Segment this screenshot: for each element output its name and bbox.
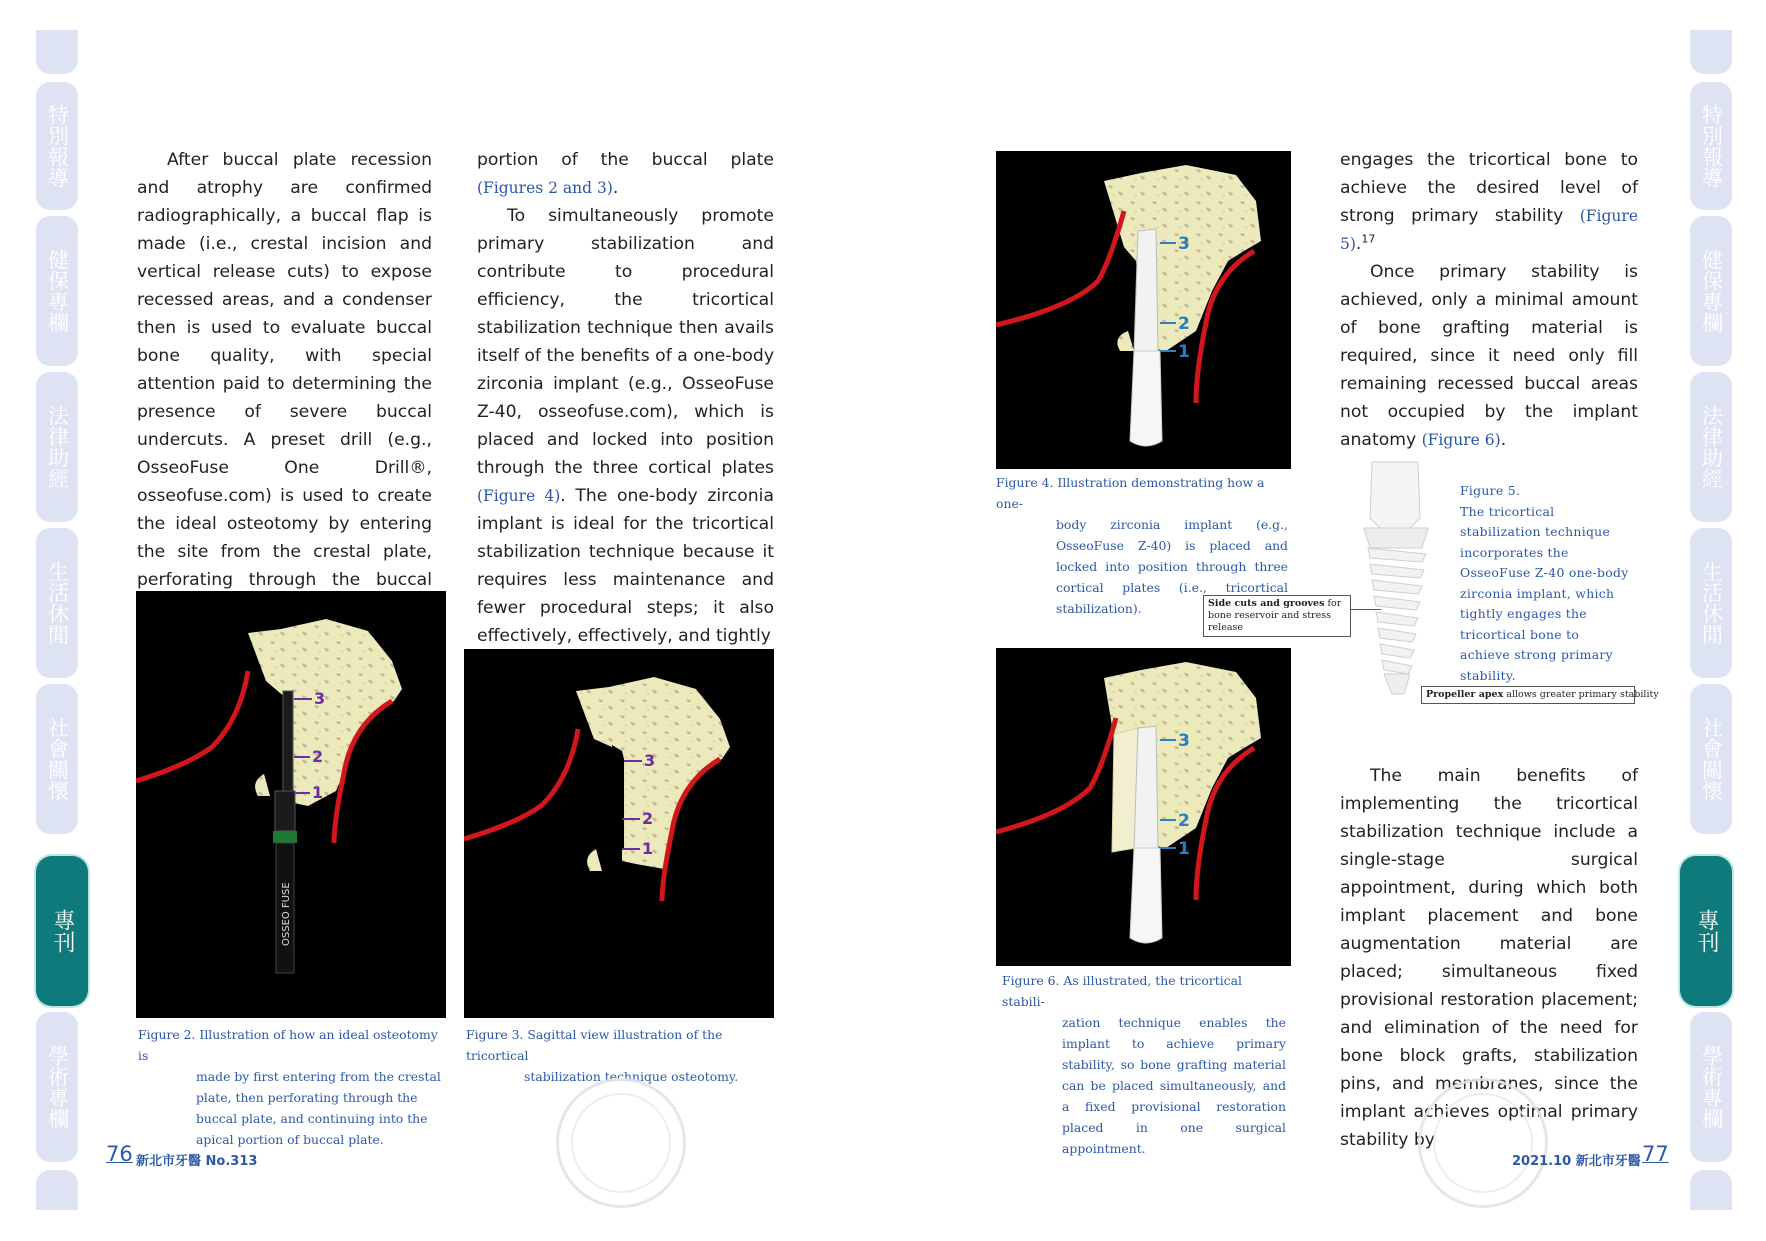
figure-reference[interactable]: (Figure 6) [1421, 431, 1501, 449]
paragraph [1340, 146, 1638, 258]
footer-title: 新北市牙醫 No.313 [136, 1154, 258, 1169]
gum-line [136, 671, 248, 781]
right-side-tabs [1690, 30, 1732, 1129]
implant-head [1370, 462, 1420, 528]
marker-label-2: 2 [642, 809, 654, 828]
tab-label: 社會關懷 [1699, 717, 1724, 801]
bone-fragment [1117, 331, 1134, 351]
tab-label: 學術專欄 [45, 1045, 70, 1129]
tab-label: 特別報導 [45, 104, 70, 188]
caption-lead: Figure 6. As illustrated, the tricortical stabili- [1002, 973, 1242, 1009]
implant-collar [1364, 528, 1428, 548]
gum-line [996, 211, 1124, 325]
tab-special-issue[interactable] [1680, 856, 1732, 1006]
left-column-2 [477, 146, 774, 650]
osteotomy-channel [612, 745, 624, 849]
tab-label: 生活休閒 [1699, 561, 1724, 645]
marker-label-3: 3 [644, 751, 656, 770]
text-run: . [1355, 234, 1362, 254]
figure-4-illustration [996, 151, 1291, 469]
caption-body: The tricortical stabilization technique incorporates the OsseoFuse Z-40 one-body zirconia implant, which tightly engages the tricortical bone to achieve strong primary stability. [1460, 503, 1629, 683]
tab-label: 法律助經 [1699, 405, 1724, 489]
tab-academic[interactable] [1690, 1012, 1732, 1162]
tab-leisure[interactable] [1690, 528, 1732, 678]
implant-threads [1368, 548, 1426, 674]
caption-lead: Figure 4. Illustration demonstrating how a one- [996, 475, 1265, 511]
marker-label-2: 2 [1178, 314, 1190, 334]
caption-rest: made by first entering from the crestal plate, then perforating through the buccal plate, and continuing into the apical portion of buccal plate. [196, 1069, 441, 1147]
implant-abutment [1130, 351, 1162, 446]
text-run: . [1500, 430, 1507, 450]
gum-line [996, 718, 1116, 832]
figure-2-illustration [136, 591, 446, 1018]
tab-social-care[interactable] [1690, 684, 1732, 834]
paragraph [1340, 258, 1638, 454]
footer-title: 2021.10 新北市牙醫 [1512, 1154, 1641, 1169]
figure-4-svg [996, 151, 1291, 469]
tab-special-issue[interactable] [36, 856, 88, 1006]
implant-apex [1384, 674, 1410, 694]
text-run: . [612, 178, 619, 198]
tab-leisure[interactable] [36, 528, 78, 678]
tab-special-report[interactable] [36, 82, 78, 210]
callout-propeller-apex [1421, 686, 1659, 704]
tab-cap [36, 30, 78, 74]
figure-3-svg [464, 649, 774, 1018]
page-number: 76 [106, 1142, 133, 1166]
callout-side-connector [1351, 609, 1381, 610]
library-seal-watermark [556, 1078, 686, 1208]
figure-3-illustration [464, 649, 774, 1018]
left-side-tabs [36, 30, 78, 1129]
tab-health-insurance[interactable] [1690, 216, 1732, 366]
paragraph [477, 146, 774, 202]
citation-superscript: 17 [1361, 232, 1376, 246]
callout-text: allows greater primary stability [1503, 689, 1659, 700]
text-run: . The one-body zirconia implant is ideal for the tricortical stabilization technique because it requires less maintenance and fewer procedural steps; it also effectively, effectively, and tightly [477, 486, 774, 646]
text-run: Once primary stability is achieved, only a minimal amount of bone grafting material is required, since it need only fill remaining recessed buccal areas not occupied by the implant anatomy [1340, 262, 1638, 450]
tab-label: 社會關懷 [45, 717, 70, 801]
paragraph: After buccal plate recession and atrophy are confirmed radiographically, a buccal flap is made (i.e., crestal incision and vertical release cuts) to expose recessed areas, and a condenser then is used to evaluate buccal bone quality, with special attention paid to determining the presence of severe buccal undercuts. A preset drill (e.g., OsseoFuse One Drill®, osseofuse.com) is used to create the ideal osteotomy by entering the site from the crestal plate, perforating through the buccal [137, 150, 432, 590]
marker-label-2: 2 [1178, 811, 1190, 831]
figure-6-illustration [996, 648, 1291, 966]
tab-label: 法律助經 [45, 405, 70, 489]
drill-brand-text: OSSEO FUSE [281, 882, 292, 946]
tab-social-care[interactable] [36, 684, 78, 834]
left-column-1 [137, 146, 432, 650]
figure-reference[interactable]: (Figure 4) [477, 487, 561, 505]
caption-lead: Figure 2. Illustration of how an ideal osteotomy is [138, 1027, 438, 1063]
caption-lead: Figure 3. Sagittal view illustration of the tricortical [466, 1027, 723, 1063]
page-number: 77 [1642, 1142, 1669, 1166]
figure-5-caption [1460, 481, 1630, 686]
tab-legal[interactable] [36, 372, 78, 522]
callout-bold: Side cuts and grooves [1208, 598, 1325, 609]
tab-label: 專刊 [50, 909, 75, 953]
figure-6-caption [1002, 970, 1286, 1159]
figure-6-svg [996, 648, 1291, 966]
implant-threaded-body [1134, 726, 1158, 848]
paragraph: The main benefits of implementing the tricortical stabilization technique include a single-stage surgical appointment, during which both implant placement and bone augmentation material are placed; simultaneous fixed provisional restoration placement; and elimination of the need for bone block grafts, stabilization pins, and membranes, since the implant achieves optimal primary stability by [1340, 766, 1638, 1150]
text-run: To simultaneously promote primary stabilization and contribute to procedural efficiency, the tricortical stabilization technique then avails itself of the benefits of a one-body zirconia implant (e.g., OsseoFuse Z-40, osseofuse.com), which is placed and locked into position through the three cortical plates [477, 206, 774, 478]
marker-label-1: 1 [1178, 342, 1190, 362]
figure-2-svg [136, 591, 446, 1018]
bone-fragment [255, 774, 270, 796]
callout-text: for bone reservoir and stress release [1208, 598, 1342, 633]
marker-label-1: 1 [1178, 839, 1190, 859]
tab-cap [1690, 30, 1732, 74]
caption-rest: stabilization technique osteotomy. [524, 1069, 739, 1084]
drill-body [275, 791, 295, 831]
marker-label-1: 1 [642, 839, 654, 858]
caption-rest: zation technique enables the implant to achieve primary stability, so bone grafting material can be placed simultaneously, and a fixed provisional restoration placed in one surgical appointment. [1062, 1015, 1286, 1156]
marker-label-3: 3 [1178, 234, 1190, 254]
tab-academic[interactable] [36, 1012, 78, 1162]
tab-label: 專刊 [1694, 909, 1719, 953]
tab-label: 生活休閒 [45, 561, 70, 645]
text-run: engages the tricortical bone to achieve the desired level of strong primary stability [1340, 150, 1638, 226]
caption-rest: body zirconia implant (e.g., OsseoFuse Z-40) is placed and locked into position through three cortical plates (i.e., tricortical stabilization). [1056, 517, 1288, 616]
figure-reference[interactable]: (Figures 2 and 3) [477, 179, 613, 197]
tab-label: 學術專欄 [1699, 1045, 1724, 1129]
bone-fragment [587, 849, 602, 871]
tab-label: 健保專欄 [45, 249, 70, 333]
marker-label-3: 3 [1178, 731, 1190, 751]
marker-label-3: 3 [314, 689, 326, 708]
tab-health-insurance[interactable] [36, 216, 78, 366]
callout-side-cuts [1203, 595, 1351, 637]
caption-title: Figure 5. [1460, 483, 1521, 498]
tab-label: 健保專欄 [1699, 249, 1724, 333]
tab-bottom-cap [36, 1170, 78, 1210]
drill-tip [283, 691, 293, 791]
tab-label: 特別報導 [1699, 104, 1724, 188]
library-seal-watermark [1418, 1078, 1548, 1208]
marker-label-1: 1 [312, 783, 324, 802]
drill-green-band [273, 831, 297, 843]
marker-label-2: 2 [312, 747, 324, 766]
figure-2-caption [138, 1024, 448, 1150]
callout-bold: Propeller apex [1426, 689, 1504, 700]
implant-abutment [1130, 848, 1162, 943]
figure-5-implant [1358, 458, 1438, 708]
gum-line [464, 729, 578, 839]
right-column [1340, 146, 1638, 454]
text-run: portion of the buccal plate [477, 150, 774, 170]
implant-threaded-body [1134, 229, 1158, 351]
tab-legal[interactable] [1690, 372, 1732, 522]
tab-special-report[interactable] [1690, 82, 1732, 210]
paragraph [477, 202, 774, 650]
tab-bottom-cap [1690, 1170, 1732, 1210]
implant-svg [1358, 458, 1438, 708]
figure-reference[interactable]: (Figure 5) [1340, 207, 1638, 253]
